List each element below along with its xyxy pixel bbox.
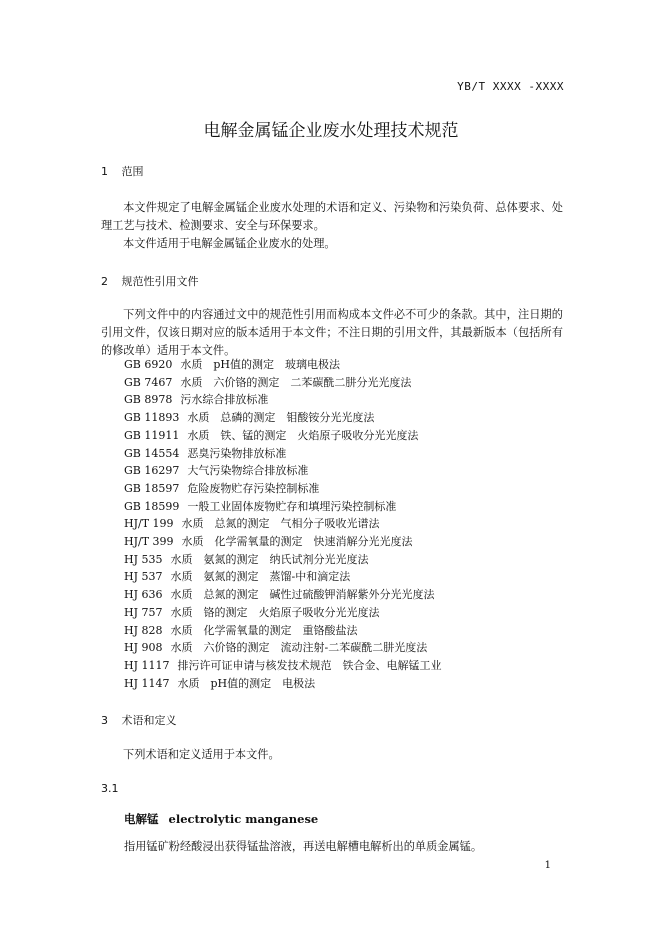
reference-item xyxy=(124,515,442,533)
reference-item xyxy=(124,622,442,640)
reference-code: GB 11893 xyxy=(124,411,180,425)
reference-item xyxy=(124,391,442,409)
reference-code: HJ 537 xyxy=(124,570,163,584)
section-heading-terms xyxy=(101,712,177,728)
reference-title: 水质 氨氮的测定 蒸馏-中和滴定法 xyxy=(170,570,351,584)
reference-item xyxy=(124,462,442,480)
reference-code: HJ 908 xyxy=(124,641,163,655)
reference-code: HJ 535 xyxy=(124,552,163,566)
page-number: 1 xyxy=(544,860,551,871)
section-heading-scope xyxy=(101,163,144,179)
reference-item xyxy=(124,551,442,569)
scope-paragraph-2 xyxy=(101,235,563,253)
reference-title: 水质 铬的测定 火焰原子吸收分光光度法 xyxy=(170,605,380,619)
reference-item xyxy=(124,480,442,498)
reference-title: 恶臭污染物排放标准 xyxy=(187,446,287,460)
reference-title: 危险废物贮存污染控制标准 xyxy=(187,481,320,495)
reference-item xyxy=(124,675,442,693)
reference-item xyxy=(124,445,442,463)
reference-item xyxy=(124,586,442,604)
reference-title: 水质 总磷的测定 钼酸铵分光光度法 xyxy=(187,411,375,425)
reference-title: 水质 pH值的测定 玻璃电极法 xyxy=(180,358,341,371)
term-en: electrolytic manganese xyxy=(168,812,319,826)
reference-code: HJ/T 199 xyxy=(124,517,174,531)
reference-title: 水质 铁、锰的测定 火焰原子吸收分光光度法 xyxy=(187,428,419,442)
reference-title: 水质 总氮的测定 气相分子吸收光谱法 xyxy=(181,517,380,531)
term-heading xyxy=(124,811,318,827)
normative-refs-intro xyxy=(101,306,563,360)
reference-code: GB 8978 xyxy=(124,393,173,407)
reference-title: 水质 总氮的测定 碱性过硫酸钾消解紫外分光光度法 xyxy=(170,588,435,602)
terms-intro-text: 下列术语和定义适用于本文件。 xyxy=(123,748,280,761)
section-title: 术语和定义 xyxy=(121,714,177,727)
reference-code: HJ 828 xyxy=(124,623,163,637)
reference-code: GB 6920 xyxy=(124,358,173,371)
reference-item xyxy=(124,639,442,657)
reference-title: 水质 pH值的测定 电极法 xyxy=(177,676,316,690)
section-number: 3 xyxy=(101,714,108,727)
term-entry-number: 3.1 xyxy=(101,782,119,795)
scope-text-2: 本文件适用于电解金属锰企业废水的处理。 xyxy=(123,237,336,250)
term-definition: 指用锰矿粉经酸浸出获得锰盐溶液，再送电解槽电解析出的单质金属锰。 xyxy=(124,840,483,853)
reference-title: 一般工业固体废物贮存和填埋污染控制标准 xyxy=(187,499,397,513)
reference-item xyxy=(124,427,442,445)
reference-title: 排污许可证申请与核发技术规范 铁合金、电解锰工业 xyxy=(177,658,442,672)
reference-item xyxy=(124,604,442,622)
reference-title: 水质 六价铬的测定 流动注射-二苯碳酰二肼光度法 xyxy=(170,641,428,655)
section-number: 2 xyxy=(101,275,108,288)
reference-code: HJ 757 xyxy=(124,605,163,619)
reference-code: GB 14554 xyxy=(124,446,180,460)
reference-item xyxy=(124,533,442,551)
standard-code: YB/T XXXX -XXXX xyxy=(457,80,564,93)
reference-title: 水质 氨氮的测定 纳氏试剂分光光度法 xyxy=(170,552,369,566)
reference-title: 水质 化学需氧量的测定 快速消解分光光度法 xyxy=(181,535,413,549)
reference-code: GB 18597 xyxy=(124,481,180,495)
reference-title: 水质 六价铬的测定 二苯碳酰二肼分光光度法 xyxy=(180,375,412,389)
terms-intro xyxy=(101,746,563,764)
reference-code: HJ/T 399 xyxy=(124,535,174,549)
reference-code: HJ 636 xyxy=(124,588,163,602)
reference-code: GB 7467 xyxy=(124,375,173,389)
reference-title: 污水综合排放标准 xyxy=(180,393,269,407)
reference-list xyxy=(124,356,442,692)
scope-paragraph-1 xyxy=(101,199,563,235)
term-zh: 电解锰 xyxy=(124,812,159,826)
reference-item xyxy=(124,657,442,675)
reference-title: 水质 化学需氧量的测定 重铬酸盐法 xyxy=(170,623,358,637)
reference-item xyxy=(124,409,442,427)
reference-title: 大气污染物综合排放标准 xyxy=(187,464,309,478)
document-title: 电解金属锰企业废水处理技术规范 xyxy=(203,121,459,141)
reference-code: GB 16297 xyxy=(124,464,180,478)
reference-code: GB 18599 xyxy=(124,499,180,513)
normative-refs-intro-text: 下列文件中的内容通过文中的规范性引用而构成本文件必不可少的条款。其中，注日期的引用文件，仅该日期对应的版本适用于本文件；不注日期的引用文件，其最新版本（包括所有的修改单）适用于本文件。 xyxy=(101,308,563,357)
reference-item xyxy=(124,498,442,516)
reference-code: HJ 1147 xyxy=(124,676,170,690)
reference-item xyxy=(124,568,442,586)
section-title: 范围 xyxy=(121,165,144,178)
section-heading-normative-refs xyxy=(101,273,199,289)
reference-item xyxy=(124,356,442,374)
reference-item xyxy=(124,374,442,392)
section-number: 1 xyxy=(101,165,108,178)
section-title: 规范性引用文件 xyxy=(121,275,199,288)
reference-code: GB 11911 xyxy=(124,428,180,442)
scope-text-1: 本文件规定了电解金属锰企业废水处理的术语和定义、污染物和污染负荷、总体要求、处理工艺与技术、检测要求、安全与环保要求。 xyxy=(101,201,563,232)
reference-code: HJ 1117 xyxy=(124,658,170,672)
